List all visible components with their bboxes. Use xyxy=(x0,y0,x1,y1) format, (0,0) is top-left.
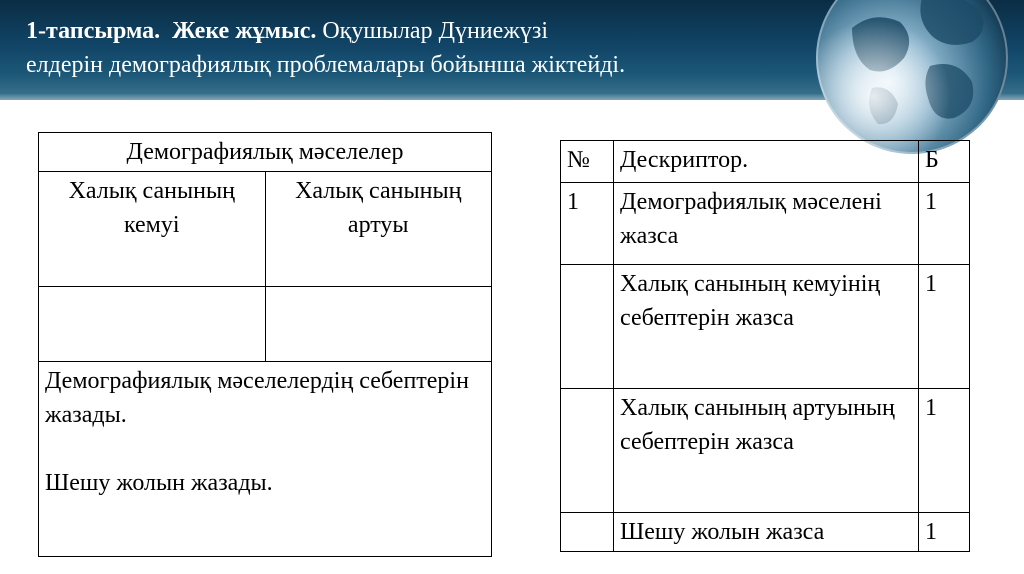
row-points: 1 xyxy=(919,265,970,389)
table-row xyxy=(561,265,970,389)
row-number xyxy=(561,389,614,513)
table-row xyxy=(561,389,970,513)
instructions-cell xyxy=(39,362,492,557)
row-number: 1 xyxy=(561,183,614,265)
answer-cell-decline xyxy=(39,287,266,362)
causes-instruction: Демографиялық мәселелердің себептерін жазады. xyxy=(45,368,469,428)
row-number xyxy=(561,265,614,389)
column-population-decline: Халық санының кемуі xyxy=(39,172,266,287)
table-row xyxy=(561,183,970,265)
slide-title xyxy=(26,14,816,82)
row-descriptor: Демографиялық мәселені жазса xyxy=(614,183,919,265)
globe-icon xyxy=(812,0,1012,158)
answer-cell-growth xyxy=(265,287,492,362)
header-descriptor: Дескриптор. xyxy=(614,141,919,183)
row-number xyxy=(561,513,614,552)
instruction-line2: елдерін демографиялық проблемалары бойынша жіктейді. xyxy=(26,52,626,78)
row-points: 1 xyxy=(919,183,970,265)
row-points: 1 xyxy=(919,389,970,513)
demographic-problems-table xyxy=(38,132,492,557)
table-header-row xyxy=(561,141,970,183)
solution-instruction: Шешу жолын жазады. xyxy=(45,470,273,496)
table-row xyxy=(561,513,970,552)
row-descriptor: Халық санының артуының себептерін жазса xyxy=(614,389,919,513)
row-points: 1 xyxy=(919,513,970,552)
row-descriptor: Шешу жолын жазса xyxy=(614,513,919,552)
work-type: Жеке жұмыс. xyxy=(172,18,317,44)
column-population-growth: Халық санының артуы xyxy=(265,172,492,287)
instruction-line1: Оқушылар Дүниежүзі xyxy=(322,18,549,44)
descriptor-table xyxy=(560,140,970,552)
header-number: № xyxy=(561,141,614,183)
row-descriptor: Халық санының кемуінің себептерін жазса xyxy=(614,265,919,389)
table-heading: Демографиялық мәселелер xyxy=(39,133,492,172)
task-label: 1-тапсырма. xyxy=(26,18,161,44)
header-points: Б xyxy=(919,141,970,183)
